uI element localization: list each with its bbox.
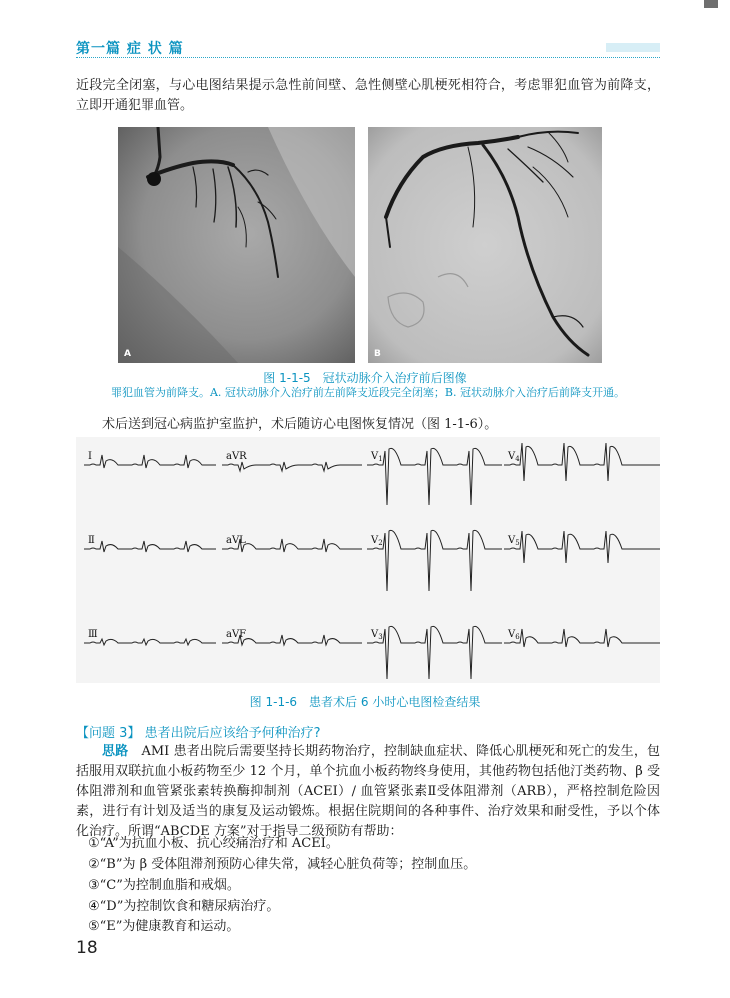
header-title: 第一篇 症 状 篇	[76, 41, 184, 57]
lead-label-v6: $V_6$	[508, 629, 520, 641]
list-item: ②“B”为 β 受体阻滞剂预防心律失常，减轻心脏负荷等；控制血压。	[88, 857, 477, 872]
ecg-figure	[76, 437, 660, 683]
header-accent-bar	[606, 43, 660, 52]
intro-paragraph: 近段完全闭塞，与心电图结果提示急性前间壁、急性侧壁心肌梗死相符合，考虑罪犯血管为前降支，立即开通犯罪血管。	[76, 78, 660, 113]
angiogram-panel-a	[118, 127, 355, 363]
list-item: ④“D”为控制饮食和糖尿病治疗。	[88, 899, 280, 914]
question-text: 患者出院后应该给予何种治疗?	[144, 726, 321, 741]
angiogram-image-a	[118, 127, 355, 363]
figure-1-1-5-caption: 罪犯血管为前降支。A. 冠状动脉介入治疗前左前降支近段完全闭塞；B. 冠状动脉介入治疗后前降支开通。	[110, 386, 625, 399]
post-op-paragraph: 术后送到冠心病监护室监护，术后随访心电图恢复情况（图 1-1-6）。	[102, 417, 498, 432]
question-3-heading: 【问题 3】 患者出院后应该给予何种治疗?	[76, 726, 321, 741]
lead-label-v5: $V_5$	[508, 535, 520, 547]
angiogram-image-b	[368, 127, 602, 363]
answer-label: 思路	[102, 744, 129, 759]
lead-label-iii: Ⅲ	[88, 629, 98, 640]
answer-text: AMI 患者出院后需要坚持长期药物治疗，控制缺血症状、降低心肌梗死和死亡的发生，包括服用双联抗血小板药物至少 12 个月，单个抗血小板药物终身使用，其他药物包括他汀类药物、β 受体阻滞剂和血管紧张素转换酶抑制剂（ACEI）/ 血管紧张素Ⅱ受体阻滞剂（ARB），严格控制危险因素，进行有计划及适当的康复及运动锻炼。根据住院期间的各种事件、治疗效果和耐受性，予以个体化治疗。所谓“ABCDE 方案”对于指导二级预防有帮助：	[76, 744, 660, 839]
figure-1-1-6-title: 图 1-1-6 患者术后 6 小时心电图检查结果	[249, 695, 481, 709]
page-number: 18	[76, 938, 98, 958]
question-number: 问题 3	[89, 726, 128, 741]
running-header	[76, 35, 660, 58]
panel-a-label: A	[124, 349, 131, 359]
ecg-tracing	[76, 437, 660, 683]
lead-label-v2: $V_2$	[371, 535, 383, 547]
lead-label-avr: aVR	[226, 451, 247, 462]
lead-label-avf: aVF	[226, 629, 247, 640]
lead-label-v4: $V_4$	[508, 451, 520, 463]
lead-label-ii: Ⅱ	[88, 535, 95, 546]
list-item: ①“A”为抗血小板、抗心绞痛治疗和 ACEI。	[88, 836, 339, 851]
figure-1-1-5-title: 图 1-1-5 冠状动脉介入治疗前后图像	[263, 371, 467, 385]
corner-mark	[704, 0, 718, 8]
answer-paragraph	[76, 742, 660, 842]
lead-label-i: I	[88, 451, 92, 462]
list-item: ③“C”为控制血脂和戒烟。	[88, 878, 240, 893]
panel-b-label: B	[374, 349, 381, 359]
lead-label-v3: $V_3$	[371, 629, 383, 641]
list-item: ⑤“E”为健康教育和运动。	[88, 919, 240, 934]
lead-label-avl: aVL	[226, 535, 246, 546]
lead-label-v1: $V_1$	[371, 451, 383, 463]
angiogram-panel-b	[368, 127, 602, 363]
